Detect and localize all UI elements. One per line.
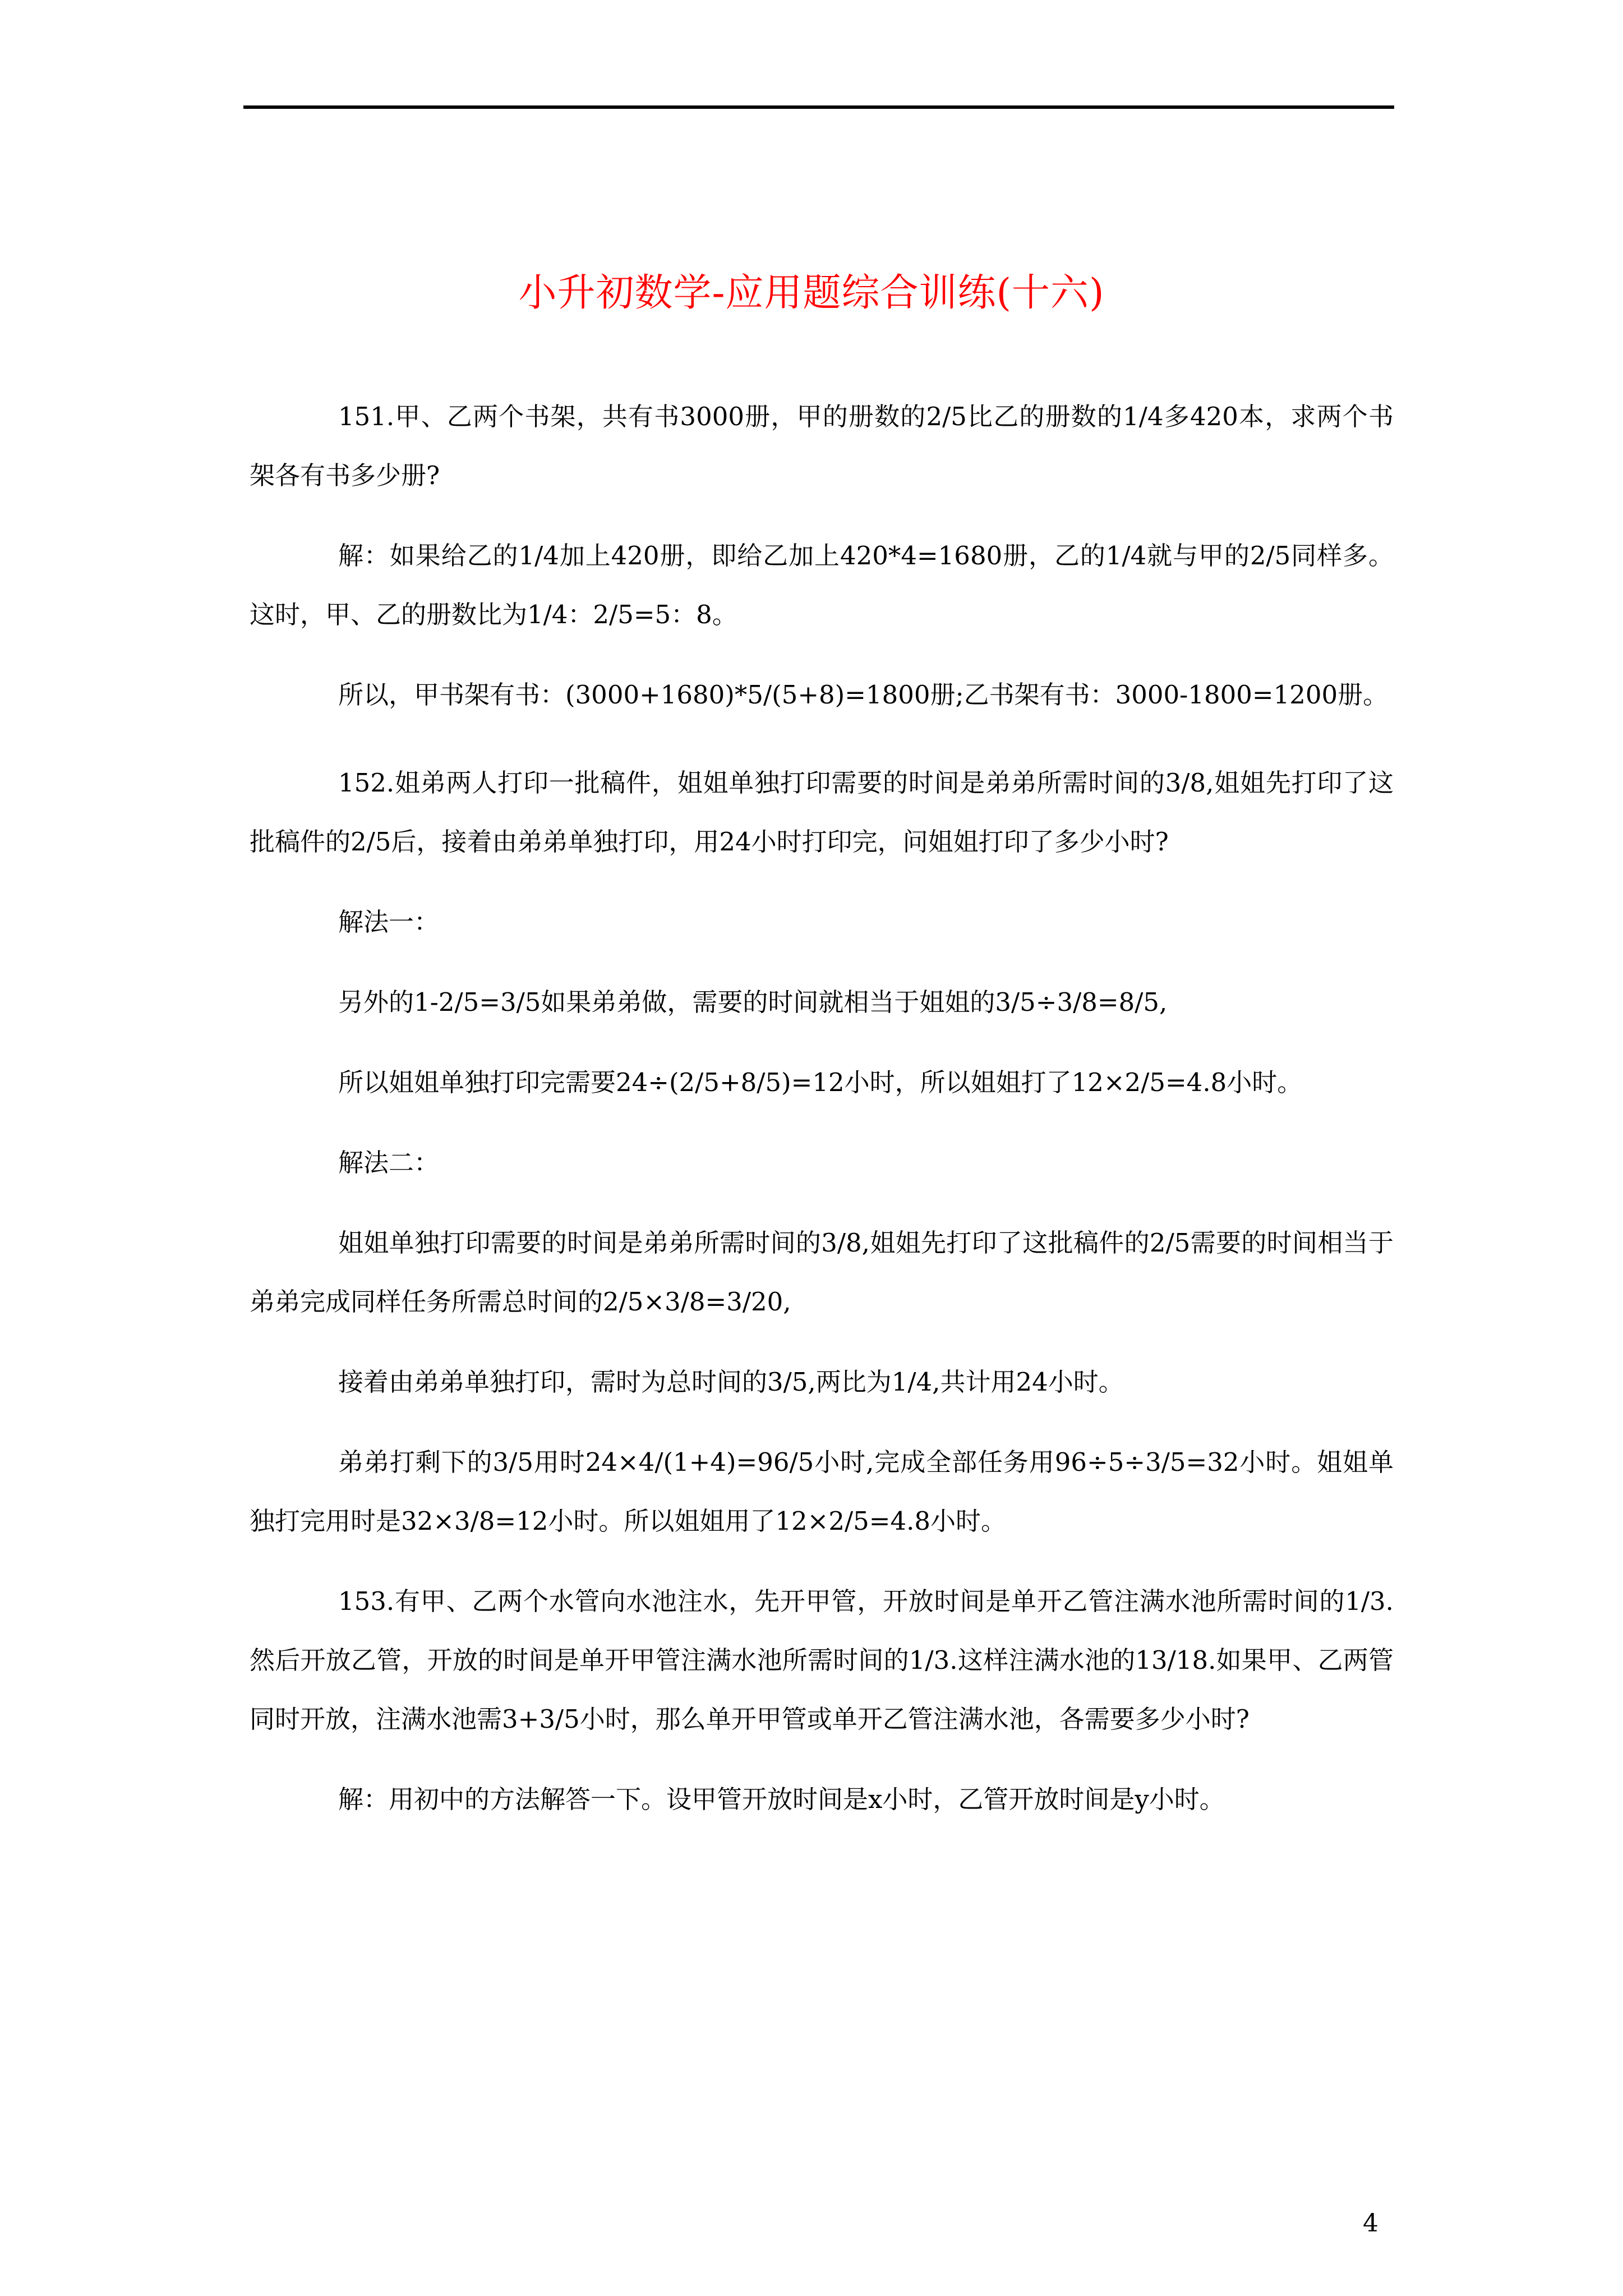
problem-151-solution: 解：如果给乙的1/4加上420册，即给乙加上420*4=1680册，乙的1/4就与甲的2/5同样多。这时，甲、乙的册数比为1/4：2/5=5：8。 xyxy=(250,541,1394,629)
problem-151-answer: 所以，甲书架有书：(3000+1680)*5/(5+8)=1800册;乙书架有书：3000-1800=1200册。 xyxy=(338,680,1389,710)
document-title: 小升初数学-应用题综合训练(十六) xyxy=(518,271,1105,315)
document-body xyxy=(250,387,1394,1850)
page-number: 4 xyxy=(1363,2209,1378,2238)
solution-method-2-heading: 解法二： xyxy=(338,1148,440,1177)
problem-152-text: 152.姐弟两人打印一批稿件，姐姐单独打印需要的时间是弟弟所需时间的3/8,姐姐先打印了这批稿件的2/5后，接着由弟弟单独打印，用24小时打印完，问姐姐打印了多少小时? xyxy=(250,768,1394,857)
header-rule xyxy=(243,105,1394,109)
solution-method-2-step-3: 弟弟打剩下的3/5用时24×4/(1+4)=96/5小时,完成全部任务用96÷5÷3/5=32小时。姐姐单独打完用时是32×3/8=12小时。所以姐姐用了12×2/5=4.8小时。 xyxy=(250,1447,1394,1536)
solution-method-1-step-2: 所以姐姐单独打印完需要24÷(2/5+8/5)=12小时，所以姐姐打了12×2/5=4.8小时。 xyxy=(338,1068,1303,1097)
problem-153-solution: 解：用初中的方法解答一下。设甲管开放时间是x小时，乙管开放时间是y小时。 xyxy=(338,1784,1225,1814)
solution-method-1-heading: 解法一： xyxy=(338,907,440,937)
problem-151-text: 151.甲、乙两个书架，共有书3000册，甲的册数的2/5比乙的册数的1/4多420本，求两个书架各有书多少册? xyxy=(250,402,1394,490)
solution-method-2-step-1: 姐姐单独打印需要的时间是弟弟所需时间的3/8,姐姐先打印了这批稿件的2/5需要的时间相当于弟弟完成同样任务所需总时间的2/5×3/8=3/20, xyxy=(250,1228,1394,1317)
problem-153-text: 153.有甲、乙两个水管向水池注水，先开甲管，开放时间是单开乙管注满水池所需时间的1/3.然后开放乙管，开放的时间是单开甲管注满水池所需时间的1/3.这样注满水池的13/18.如果甲、乙两管同时开放，注满水池需3+3/5小时，那么单开甲管或单开乙管注满水池，各需要多少小时? xyxy=(250,1586,1394,1734)
solution-method-1-step-1: 另外的1-2/5=3/5如果弟弟做，需要的时间就相当于姐姐的3/5÷3/8=8/5, xyxy=(338,987,1168,1017)
solution-method-2-step-2: 接着由弟弟单独打印，需时为总时间的3/5,两比为1/4,共计用24小时。 xyxy=(338,1367,1124,1397)
